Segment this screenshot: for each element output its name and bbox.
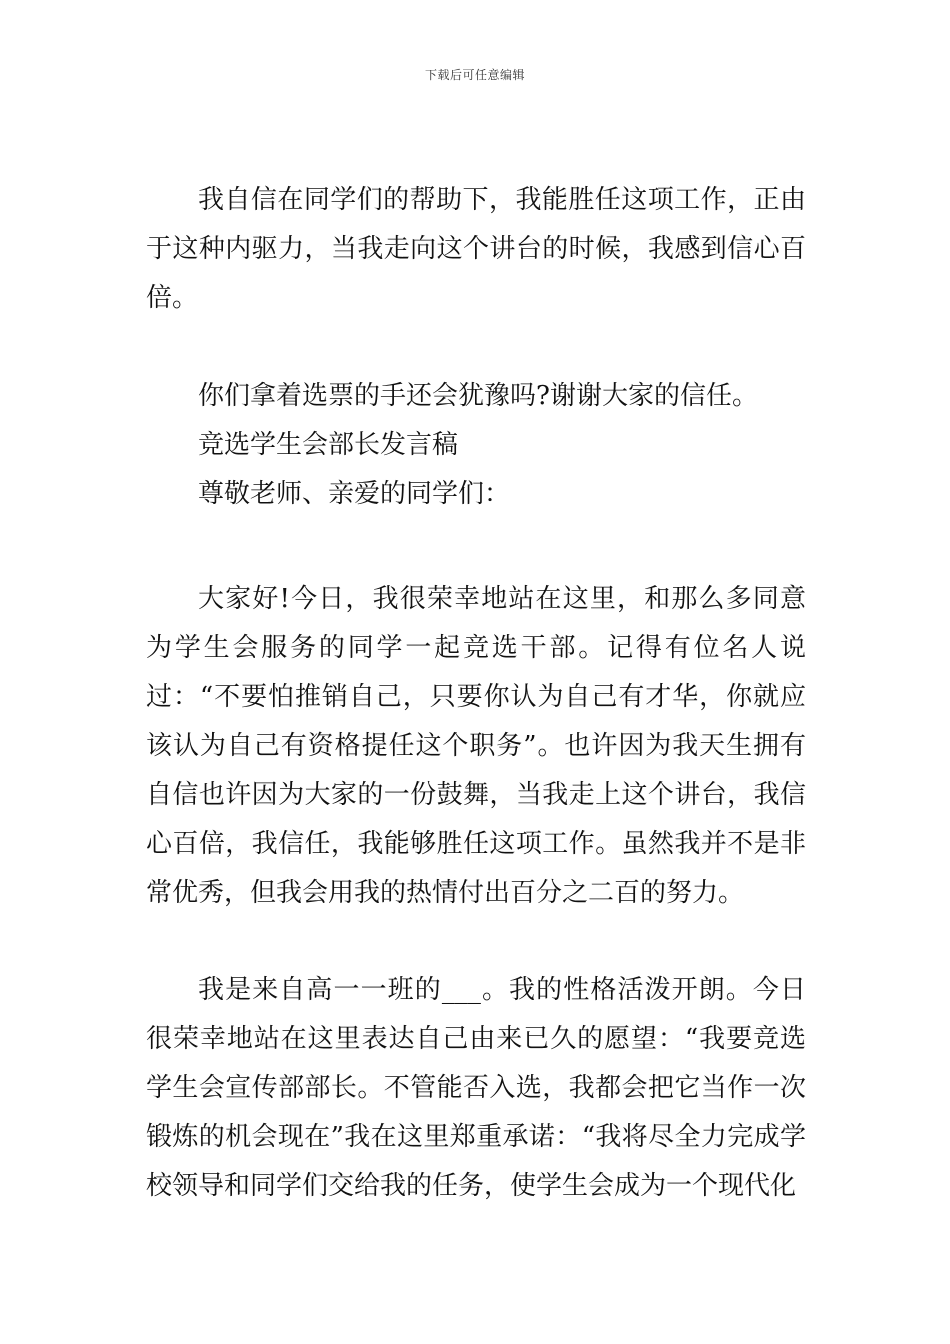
paragraph-thanks: 你们拿着选票的手还会犹豫吗?谢谢大家的信任。: [198, 381, 758, 411]
paragraph-greeting: 大家好!今日，我很荣幸地站在这里，和那么多同意为学生会服务的同学一起竞选干部。记得有位名人说过：“不要怕推销自己，只要你认为自己有才华，你就应该认为自己有资格提任这个职务”。也许因为我天生拥有自信也许因为大家的一份鼓舞，当我走上这个讲台，我信心百倍，我信任，我能够胜任这项工作。虽然我并不是非常优秀，但我会用我的热情付出百分之二百的努力。: [146, 584, 806, 908]
speech-salutation: 尊敬老师、亲爱的同学们：: [198, 479, 511, 509]
page-header-note: 下载后可任意编辑: [424, 68, 525, 82]
paragraph-introduction: 我是来自高一一班的___。我的性格活泼开朗。今日很荣幸地站在这里表达自己由来已久的愿望：“我要竞选学生会宣传部部长。不管能否入选，我都会把它当作一次锻炼的机会现在”我在这里郑重承诺：“我将尽全力完成学校领导和同学们交给我的任务，使学生会成为一个现代化: [146, 975, 806, 1201]
speech-title: 竞选学生会部长发言稿: [198, 430, 459, 460]
paragraph-confidence: 我自信在同学们的帮助下，我能胜任这项工作，正由于这种内驱力，当我走向这个讲台的时候，我感到信心百倍。: [146, 185, 806, 313]
